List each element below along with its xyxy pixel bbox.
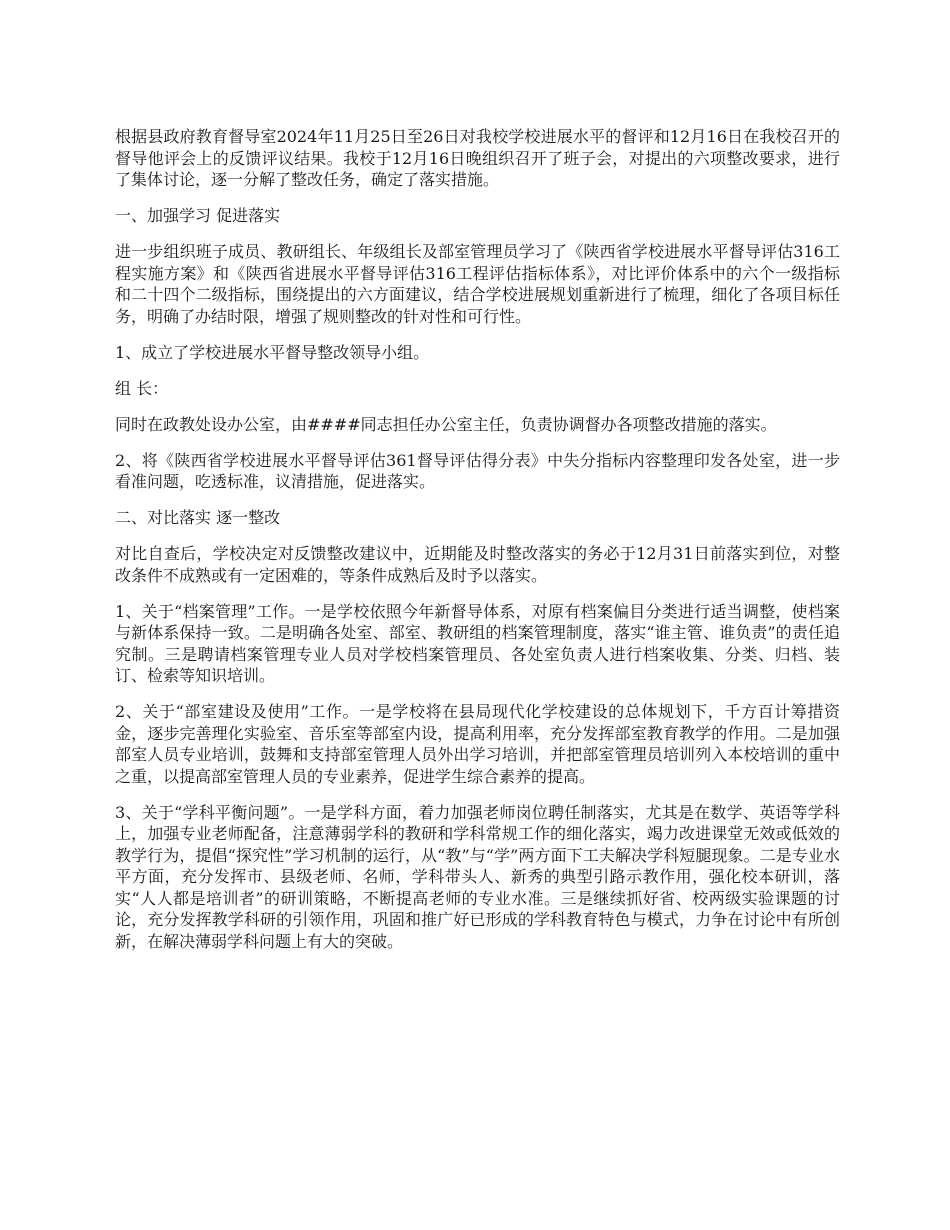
group-leader-paragraph: 组 长：	[115, 378, 169, 398]
subject-balance-paragraph: 3、关于“学科平衡问题”。一是学科方面，着力加强老师岗位聘任制落实，尤其是在数学、英语等学科上，加强专业老师配备，注意薄弱学科的教研和学科常规工作的细化落实，竭力改进课堂无效或低效的教学行为，提倡“探究性”学习机制的运行，从“教”与“学”两方面下工夫解决学科短腿现象。二是专业水平方面，充分发挥市、县级老师、名师，学科带头人、新秀的典型引路示教作用，强化校本研训，落实“人人都是培训者”的研训策略，不断提高老师的专业水准。三是继续抓好省、校两级实验课题的讨论，充分发挥教学科研的引领作用，巩固和推广好已形成的学科教育特色与模式，力争在讨论中有所创新，在解决薄弱学科问题上有大的突破。	[115, 802, 840, 951]
section-2-paragraph: 对比自查后，学校决定对反馈整改建议中，近期能及时整改落实的务必于12月31日前落实到位，对整改条件不成熟或有一定困难的，等条件成熟后及时予以落实。	[115, 544, 840, 585]
section-1-paragraph: 进一步组织班子成员、教研组长、年级组长及部室管理员学习了《陕西省学校进展水平督导评估316工程实施方案》和《陕西省进展水平督导评估316工程评估指标体系》，对比评价体系中的六个一级指标和二十四个二级指标，围绕提出的六方面建议，结合学校进展规划重新进行了梳理，细化了各项目标任务，明确了办结时限，增强了规则整改的针对性和可行性。	[115, 242, 840, 326]
section-heading-2: 二、对比落实 逐一整改	[115, 508, 281, 527]
archive-paragraph: 1、关于“档案管理”工作。一是学校依照今年新督导体系，对原有档案偏目分类进行适当调整，使档案与新体系保持一致。二是明确各处室、部室、教研组的档案管理制度，落实“谁主管、谁负责”的责任追究制。三是聘请档案管理专业人员对学校档案管理员、各处室负责人进行档案收集、分类、归档、装订、检索等知识培训。	[115, 601, 840, 685]
section-heading-1: 一、加强学习 促进落实	[115, 206, 281, 225]
room-construction-paragraph: 2、关于“部室建设及使用”工作。一是学校将在县局现代化学校建设的总体规划下，千方百计筹措资金，逐步完善理化实验室、音乐室等部室内设，提高利用率，充分发挥部室教育教学的作用。二是加强部室人员专业培训，鼓舞和支持部室管理人员外出学习培训，并把部室管理员培训列入本校培训的重中之重，以提高部室管理人员的专业素养，促进学生综合素养的提高。	[115, 702, 840, 786]
item-1-paragraph: 1、成立了学校进展水平督导整改领导小组。	[115, 342, 430, 362]
office-paragraph: 同时在政教处设办公室，由####同志担任办公室主任，负责协调督办各项整改措施的落实。	[115, 414, 777, 434]
document-body	[115, 126, 840, 967]
item-2-paragraph: 2、将《陕西省学校进展水平督导评估361督导评估得分表》中失分指标内容整理印发各处室，进一步看准问题，吃透标准，议清措施，促进落实。	[115, 450, 840, 491]
intro-paragraph: 根据县政府教育督导室2024年11月25日至26日对我校学校进展水平的督评和12月16日在我校召开的督导他评会上的反馈评议结果。我校于12月16日晚组织召开了班子会，对提出的六项整改要求，进行了集体讨论，逐一分解了整改任务，确定了落实措施。	[115, 127, 840, 189]
